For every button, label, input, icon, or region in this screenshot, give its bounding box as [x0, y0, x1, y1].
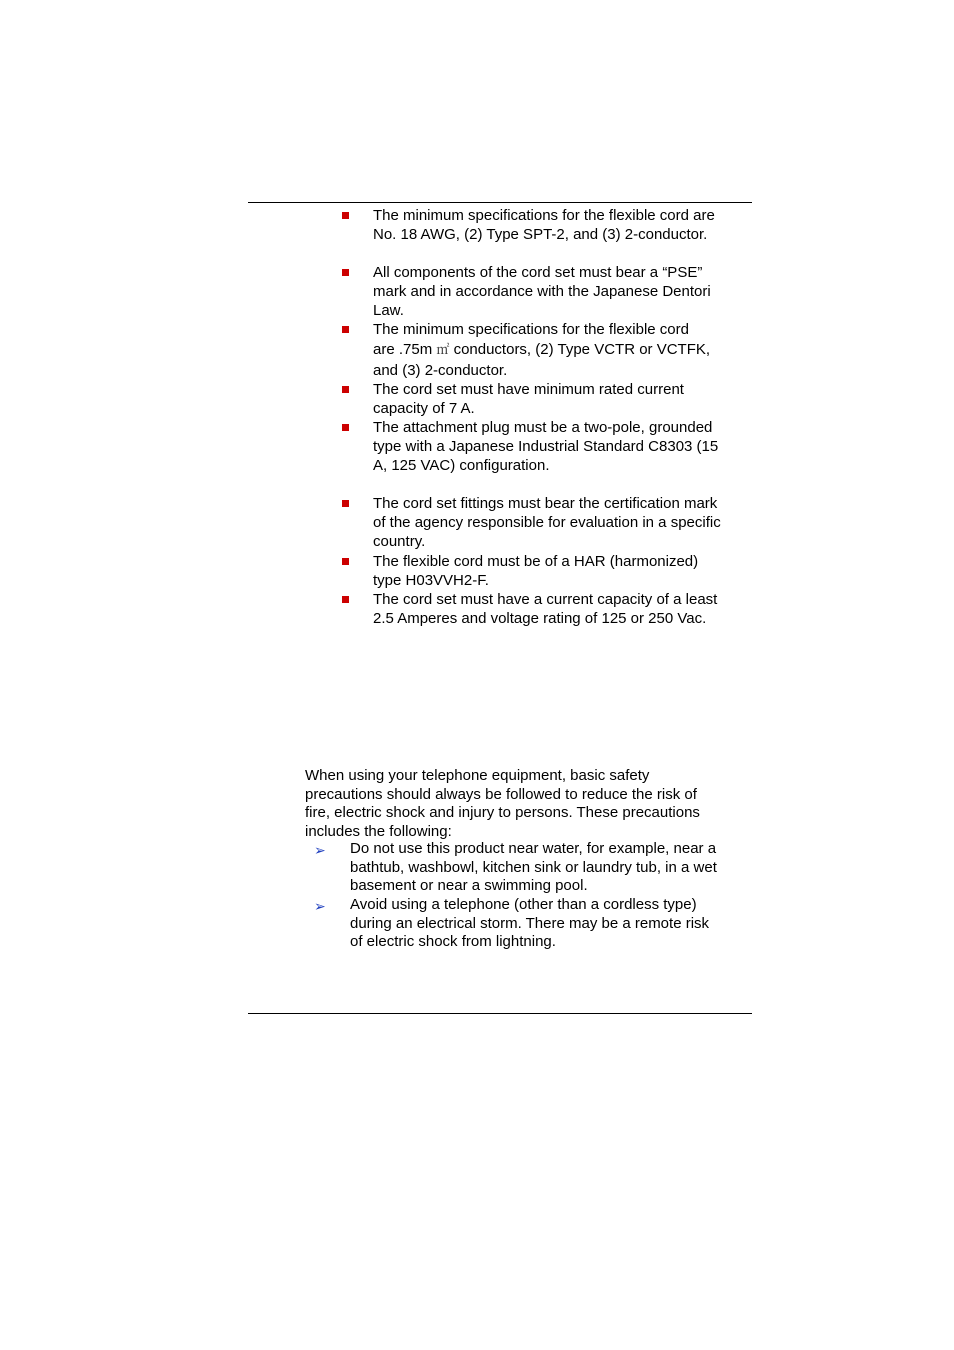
- square-bullet-icon: [342, 424, 349, 431]
- list-item-text: The cord set must have minimum rated current capacity of 7 A.: [373, 381, 684, 417]
- square-meter-unit: ㎡: [436, 343, 450, 358]
- header-rule: [248, 202, 752, 203]
- square-bullet-icon: [342, 386, 349, 393]
- list-item-text: [373, 320, 760, 381]
- list-item-text-part: The minimum specifications for the flexible cord are .75m: [373, 321, 689, 358]
- square-bullet-icon: [342, 212, 349, 219]
- square-bullet-icon: [342, 500, 349, 507]
- list-item-text: Avoid using a telephone (other than a cordless type) during an electrical storm. There may be a remote risk of electric shock from lightning.: [350, 896, 710, 950]
- list-item-text: The cord set fittings must bear the certification mark of the agency responsible for evaluation in a specific country.: [373, 495, 721, 550]
- list-item-text: The flexible cord must be of a HAR (harmonized) type H03VVH2-F.: [373, 553, 699, 589]
- list-item-text: All components of the cord set must bear a “PSE” mark and in accordance with the Japanese Dentori Law.: [373, 264, 711, 319]
- arrow-bullet-icon: ➢: [314, 842, 326, 858]
- list-item-text-part: conductors, (2) Type VCTR or VCTFK, and (3) 2-conductor.: [373, 341, 711, 379]
- telephone-safety-intro: When using your telephone equipment, basic safety precautions should always be followed to reduce the risk of fire, electric shock and injury to persons. These precautions includes the following:: [305, 767, 700, 840]
- square-bullet-icon: [342, 326, 349, 333]
- square-bullet-icon: [342, 596, 349, 603]
- arrow-bullet-icon: ➢: [314, 898, 326, 914]
- list-item-text: The attachment plug must be a two-pole, grounded type with a Japanese Industrial Standard C8303 (15 A, 125 VAC) configuration.: [373, 419, 719, 474]
- square-bullet-icon: [342, 558, 349, 565]
- list-item-text: The minimum specifications for the flexible cord are No. 18 AWG, (2) Type SPT-2, and (3) 2-conductor.: [373, 207, 715, 243]
- list-item-text: The cord set must have a current capacity of a least 2.5 Amperes and voltage rating of 125 or 250 Vac.: [373, 591, 718, 627]
- footer-rule: [248, 1013, 752, 1014]
- list-item-text: Do not use this product near water, for example, near a bathtub, washbowl, kitchen sink or laundry tub, in a wet basement or near a swimming pool.: [350, 840, 717, 894]
- square-bullet-icon: [342, 269, 349, 276]
